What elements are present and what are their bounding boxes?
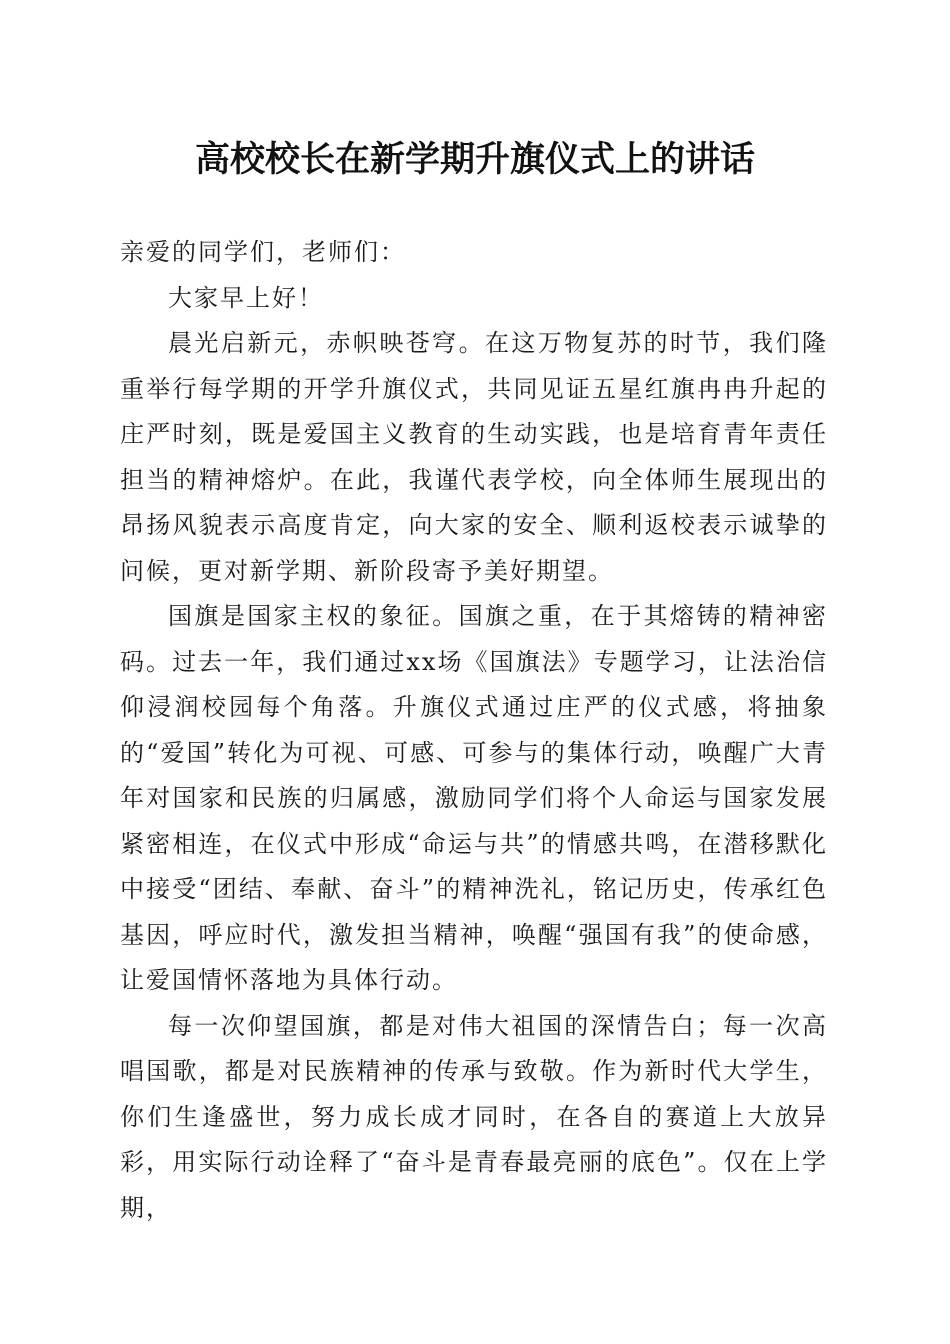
greeting: 大家早上好！ [168, 283, 324, 312]
document-body [120, 230, 828, 1231]
paragraph-3: 每一次仰望国旗，都是对伟大祖国的深情告白；每一次高唱国歌，都是对民族精神的传承与致敬。作为新时代大学生，你们生逢盛世，努力成长成才同时，在各自的赛道上大放异彩，用实际行动诠释了“奋斗是青春最亮丽的底色”。仅在上学期， [120, 1011, 828, 1222]
salutation: 亲爱的同学们，老师们： [120, 238, 406, 266]
paragraph-2: 国旗是国家主权的象征。国旗之重，在于其熔铸的精神密码。过去一年，我们通过xx场《国旗法》专题学习，让法治信仰浸润校园每个角落。升旗仪式通过庄严的仪式感，将抽象的“爱国”转化为可视、可感、可参与的集体行动，唤醒广大青年对国家和民族的归属感，激励同学们将个人命运与国家发展紧密相连，在仪式中形成“命运与共”的情感共鸣，在潜移默化中接受“团结、奉献、奋斗”的精神洗礼，铭记历史，传承红色基因，呼应时代，激发担当精神，唤醒“强国有我”的使命感，让爱国情怀落地为具体行动。 [120, 602, 828, 994]
document-title: 高校校长在新学期升旗仪式上的讲话 [194, 139, 755, 180]
paragraph-1: 晨光启新元，赤帜映苍穹。在这万物复苏的时节，我们隆重举行每学期的开学升旗仪式，共同见证五星红旗冉冉升起的庄严时刻，既是爱国主义教育的生动实践，也是培育青年责任担当的精神熔炉。在此，我谨代表学校，向全体师生展现出的昂扬风貌表示高度肯定，向大家的安全、顺利返校表示诚挚的问候，更对新学期、新阶段寄予美好期望。 [120, 329, 828, 585]
